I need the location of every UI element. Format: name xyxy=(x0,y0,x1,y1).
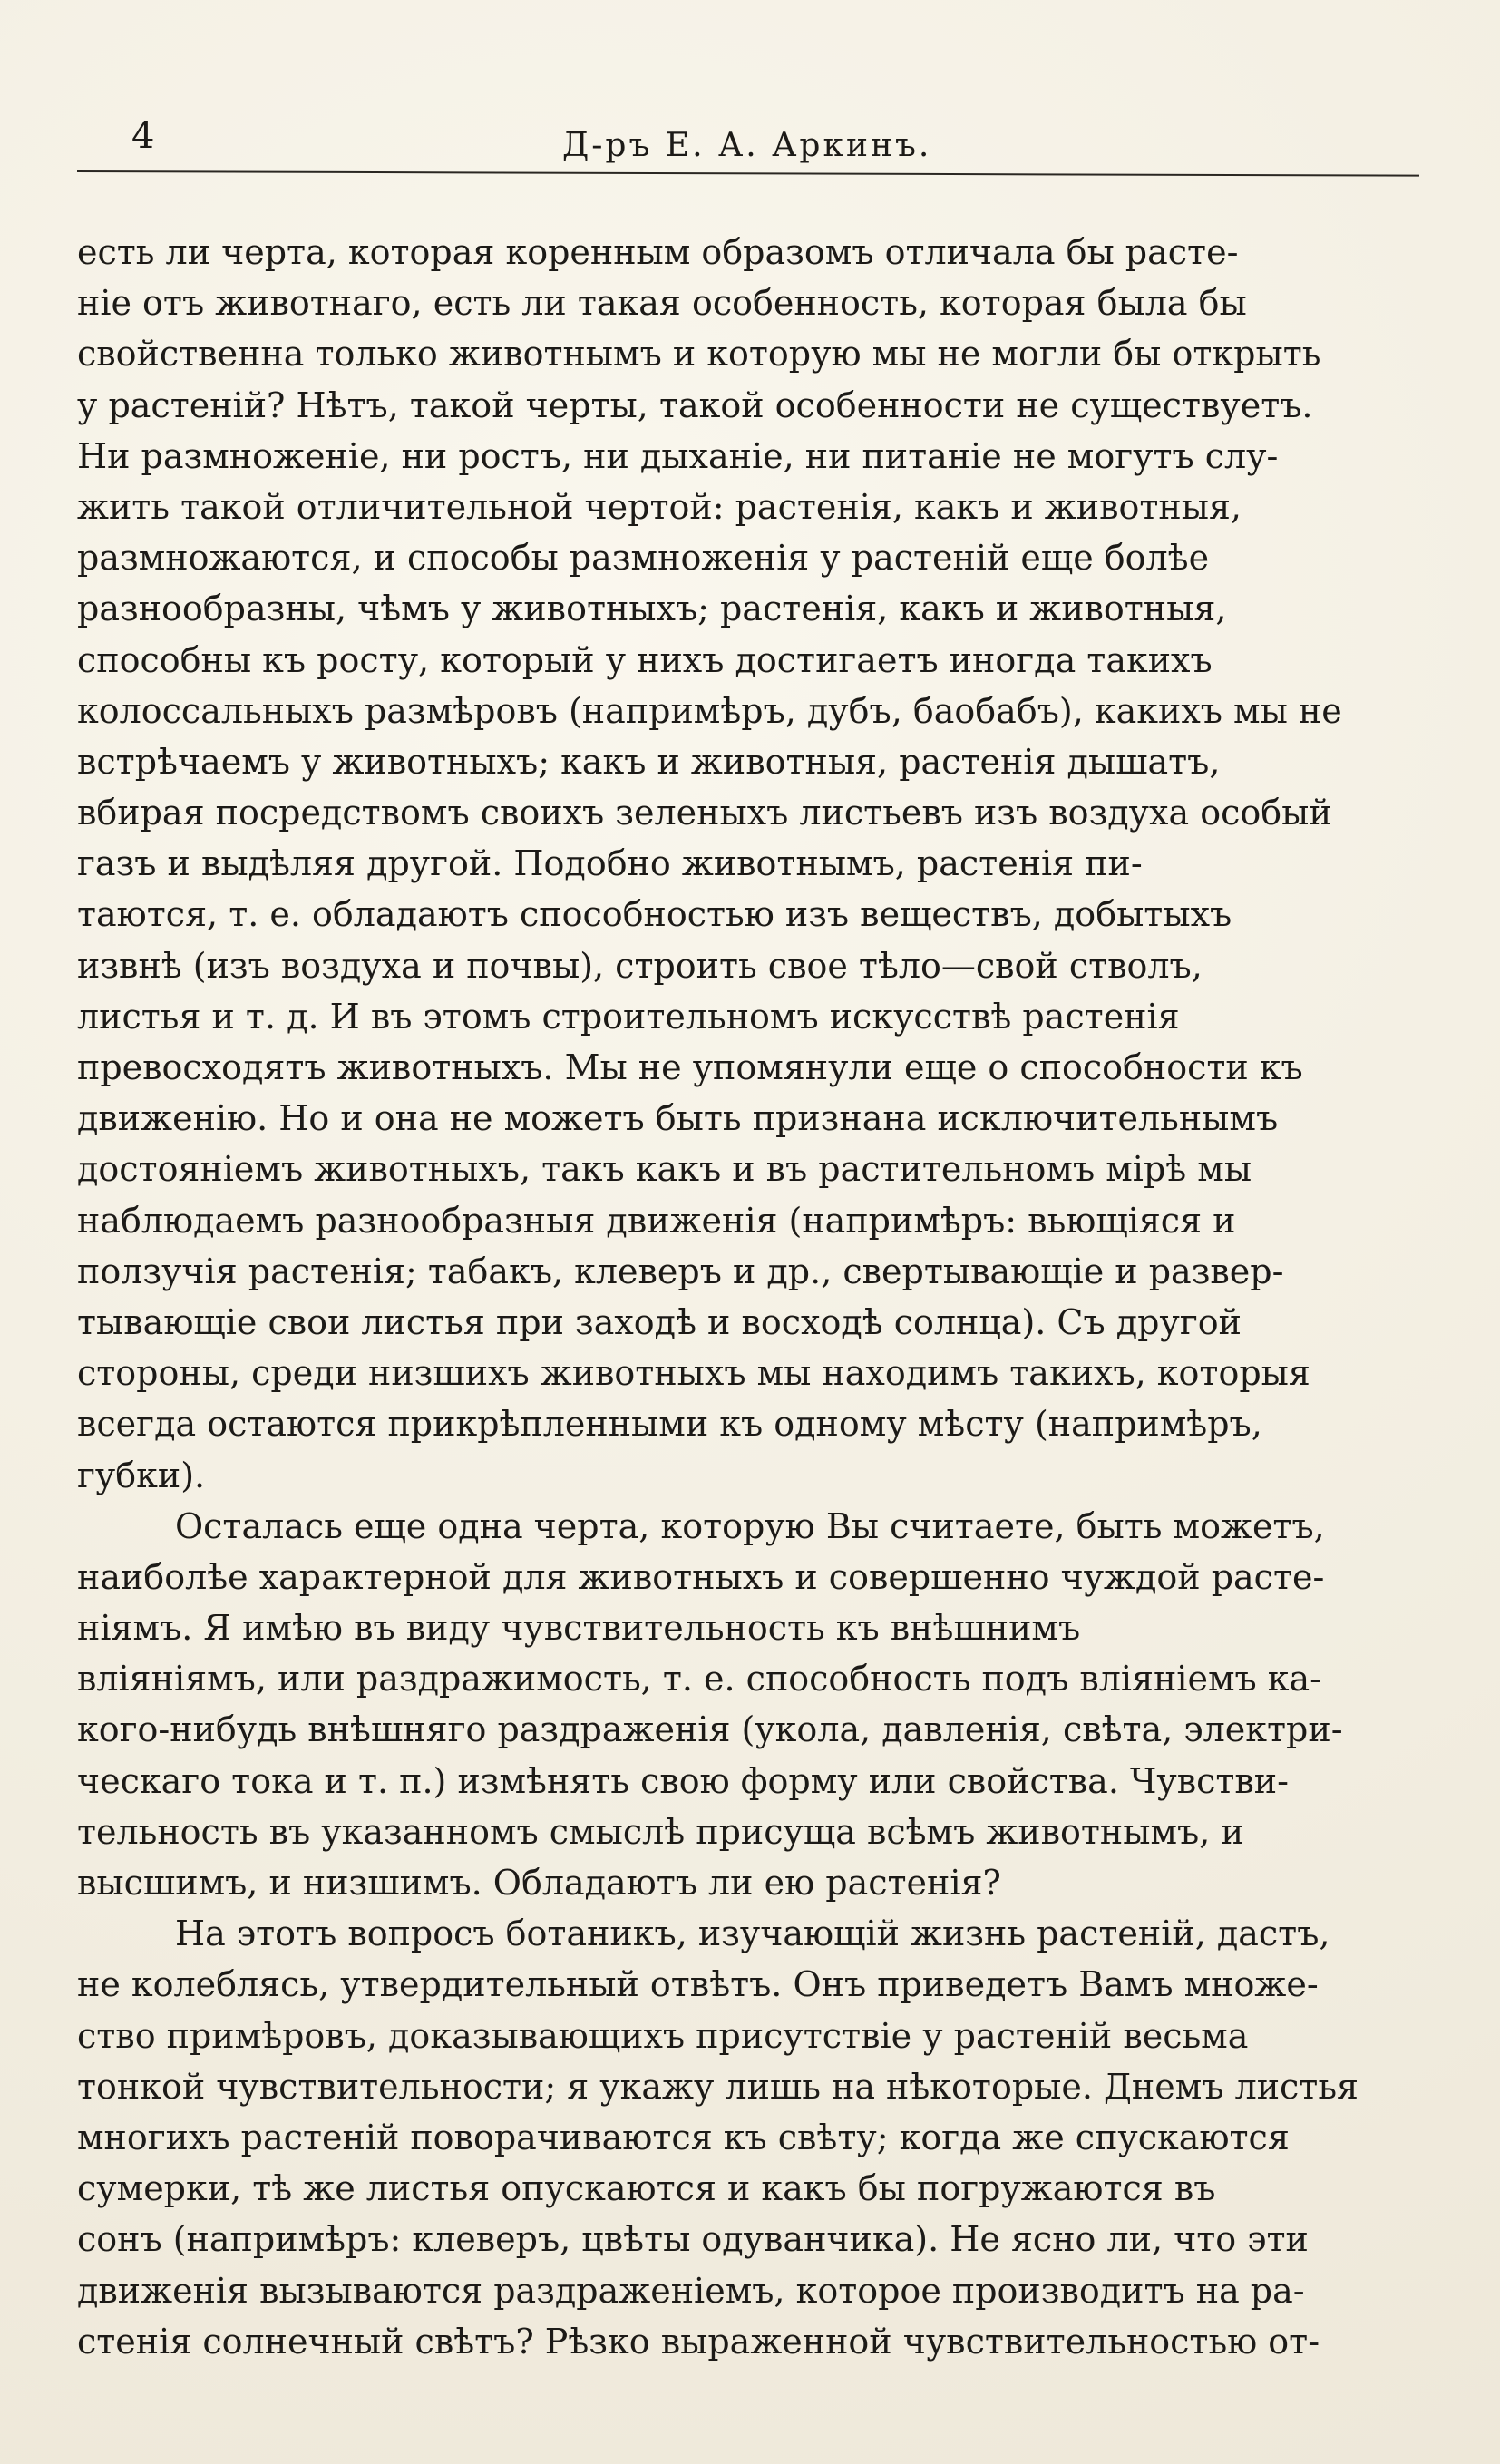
text-line: сумерки, тѣ же листья опускаются и какъ бы погружаются въ xyxy=(77,2168,1216,2209)
text-line: сонъ (напримѣръ: клеверъ, цвѣты одуванчика). Не ясно ли, что эти xyxy=(77,2219,1309,2260)
text-line: таются, т. е. обладаютъ способностью изъ веществъ, добытыхъ xyxy=(77,894,1232,935)
text-line: встрѣчаемъ у животныхъ; какъ и животныя, растенія дышатъ, xyxy=(77,741,1221,782)
text-line: листья и т. д. И въ этомъ строительномъ искусствѣ растенія xyxy=(77,996,1180,1037)
body-text xyxy=(77,227,1412,2367)
text-line: стороны, среди низшихъ животныхъ мы находимъ такихъ, которыя xyxy=(77,1353,1310,1394)
text-line: всегда остаются прикрѣпленными къ одному мѣсту (напримѣръ, xyxy=(77,1404,1262,1445)
running-head: Д-ръ Е. А. Аркинъ. xyxy=(562,127,932,164)
text-line: стенія солнечный свѣтъ? Рѣзко выраженной чувствительностью от- xyxy=(77,2321,1320,2362)
text-line: есть ли черта, которая коренным образомъ отличала бы расте- xyxy=(77,232,1239,272)
text-line: наблюдаемъ разнообразныя движенія (напримѣръ: вьющіяся и xyxy=(77,1200,1236,1241)
text-line: ползучія растенія; табакъ, клеверъ и др., свертывающіе и развер- xyxy=(77,1251,1284,1291)
text-line: способны къ росту, который у нихъ достигаетъ иногда такихъ xyxy=(77,639,1213,680)
text-line: свойственна только животнымъ и которую мы не могли бы открыть xyxy=(77,334,1321,375)
header-rule xyxy=(77,170,1419,177)
page-header xyxy=(77,115,1428,181)
text-line: тельность въ указанномъ смыслѣ присуща всѣмъ животнымъ, и xyxy=(77,1811,1244,1852)
text-line: вбирая посредствомъ своихъ зеленыхъ листьевъ изъ воздуха особый xyxy=(77,793,1332,833)
text-line: ніямъ. Я имѣю въ виду чувствительность къ внѣшнимъ xyxy=(77,1608,1081,1649)
paragraph-start-line: На этотъ вопросъ ботаникъ, изучающій жизнь растеній, дастъ, xyxy=(175,1914,1330,1954)
text-line: Ни размноженіе, ни ростъ, ни дыханіе, ни питаніе не могутъ слу- xyxy=(77,435,1279,476)
text-line: ство примѣровъ, доказывающихъ присутствіе у растеній весьма xyxy=(77,2015,1249,2056)
text-line: высшимъ, и низшимъ. Обладаютъ ли ею растенія? xyxy=(77,1863,1001,1903)
text-line: движенію. Но и она не можетъ быть признана исключительнымъ xyxy=(77,1098,1279,1139)
text-line: газъ и выдѣляя другой. Подобно животнымъ, растенія пи- xyxy=(77,843,1143,884)
text-line: ніе отъ животнаго, есть ли такая особенность, которая была бы xyxy=(77,283,1247,324)
page-number: 4 xyxy=(131,115,156,157)
text-line: разнообразны, чѣмъ у животныхъ; растенія, какъ и животныя, xyxy=(77,589,1227,629)
text-line: жить такой отличительной чертой: растенія, какъ и животныя, xyxy=(77,486,1242,527)
text-line: кого-нибудь внѣшняго раздраженія (укола, давленія, свѣта, электри- xyxy=(77,1709,1343,1750)
text-line: наиболѣе характерной для животныхъ и совершенно чуждой расте- xyxy=(77,1556,1325,1597)
text-line: у растеній? Нѣтъ, такой черты, такой особенности не существуетъ. xyxy=(77,385,1313,425)
paragraph-start-line: Осталась еще одна черта, которую Вы считаете, быть можетъ, xyxy=(175,1505,1325,1546)
text-line: превосходятъ животныхъ. Мы не упомянули еще о способности къ xyxy=(77,1047,1303,1087)
text-line: тонкой чувствительности; я укажу лишь на нѣкоторые. Днемъ листья xyxy=(77,2066,1359,2107)
text-line: извнѣ (изъ воздуха и почвы), строить свое тѣло—свой стволъ, xyxy=(77,945,1203,986)
text-line: колоссальныхъ размѣровъ (напримѣръ, дубъ, баобабъ), какихъ мы не xyxy=(77,690,1342,731)
text-line: размножаются, и способы размноженія у растеній еще болѣе xyxy=(77,538,1210,579)
text-line: губки). xyxy=(77,1455,206,1495)
text-line: тывающіе свои листья при заходѣ и восходѣ солнца). Съ другой xyxy=(77,1301,1242,1342)
text-line: многихъ растеній поворачиваются къ свѣту; когда же спускаются xyxy=(77,2117,1290,2157)
text-line: вліяніямъ, или раздражимость, т. е. способность подъ вліяніемъ ка- xyxy=(77,1659,1322,1699)
text-line: не колеблясь, утвердительный отвѣтъ. Онъ приведетъ Вамъ множе- xyxy=(77,1964,1319,2005)
text-line: ческаго тока и т. п.) измѣнять свою форму или свойства. Чувстви- xyxy=(77,1760,1289,1801)
text-line: достояніемъ животныхъ, такъ какъ и въ растительномъ мірѣ мы xyxy=(77,1149,1252,1190)
text-line: движенія вызываются раздраженіемъ, которое производитъ на ра- xyxy=(77,2270,1305,2311)
